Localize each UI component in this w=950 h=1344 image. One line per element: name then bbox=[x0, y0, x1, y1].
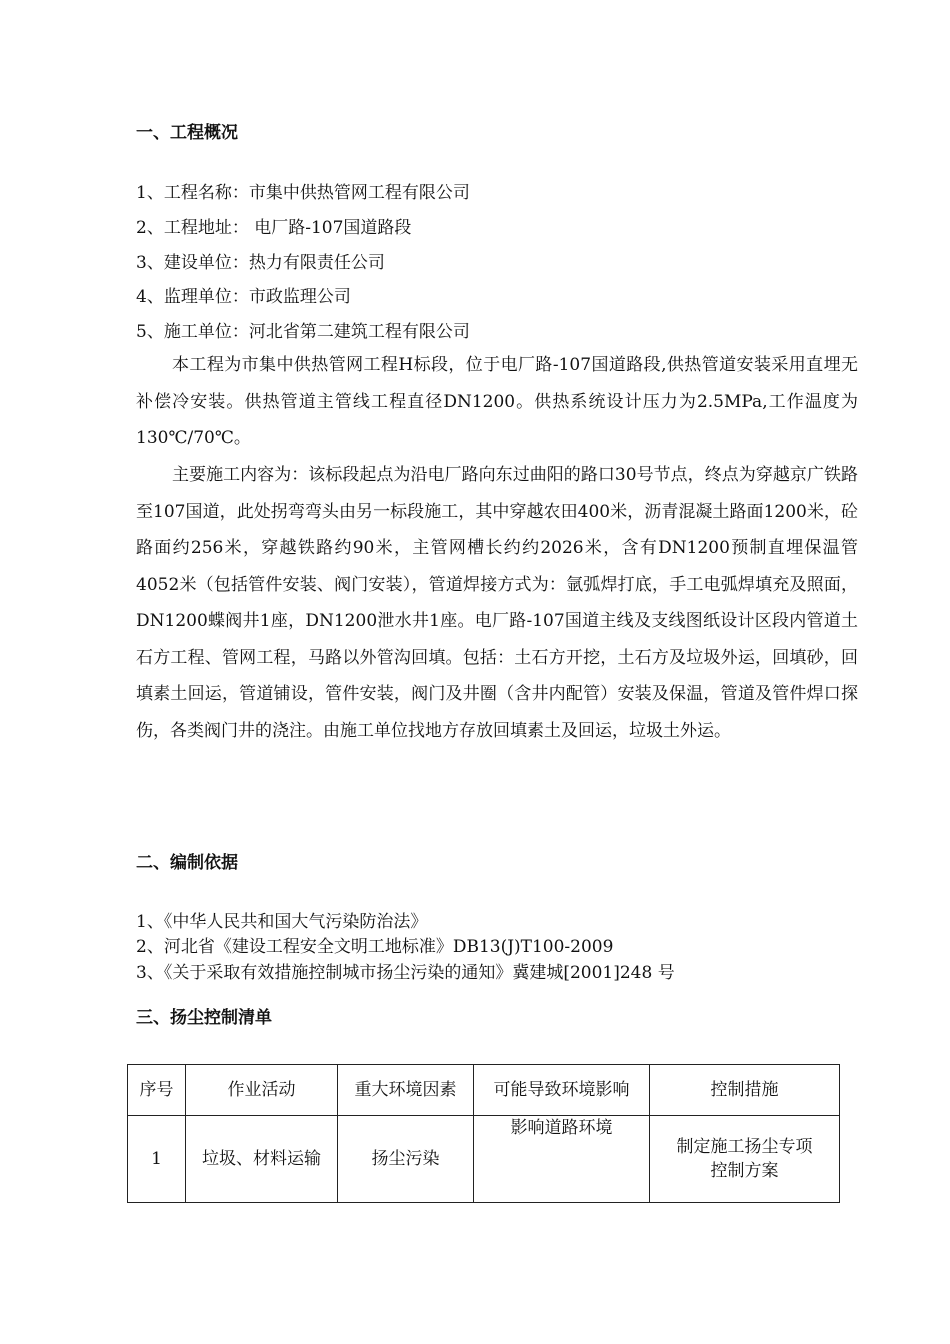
basis-item-2: 2、河北省《建设工程安全文明工地标准》DB13(J)T100-2009 bbox=[136, 937, 614, 957]
overview-item-2: 2、工程地址： 电厂路-107国道路段 bbox=[136, 218, 412, 238]
overview-item-3: 3、建设单位：热力有限责任公司 bbox=[136, 253, 385, 273]
overview-item-5: 5、施工单位：河北省第二建筑工程有限公司 bbox=[136, 322, 470, 342]
overview-item-1: 1、工程名称：市集中供热管网工程有限公司 bbox=[136, 183, 470, 203]
header-factor: 重大环境因素 bbox=[338, 1065, 474, 1116]
dust-control-table bbox=[127, 1064, 840, 1203]
header-activity: 作业活动 bbox=[186, 1065, 338, 1116]
basis-item-3: 3、《关于采取有效措施控制城市扬尘污染的通知》冀建城[2001]248 号 bbox=[136, 963, 675, 983]
header-measure: 控制措施 bbox=[650, 1065, 840, 1116]
section-title-basis: 二、编制依据 bbox=[136, 853, 238, 873]
section-title-overview: 一、工程概况 bbox=[136, 123, 238, 143]
section-title-checklist: 三、扬尘控制清单 bbox=[136, 1008, 272, 1028]
cell-no: 1 bbox=[128, 1116, 186, 1203]
basis-item-1: 1、《中华人民共和国大气污染防治法》 bbox=[136, 912, 428, 932]
header-impact: 可能导致环境影响 bbox=[474, 1065, 650, 1116]
header-no: 序号 bbox=[128, 1065, 186, 1116]
cell-measure: 制定施工扬尘专项控制方案 bbox=[650, 1116, 840, 1203]
cell-impact: 影响道路环境 bbox=[474, 1116, 650, 1203]
overview-item-4: 4、监理单位：市政监理公司 bbox=[136, 287, 351, 307]
table-row bbox=[128, 1116, 840, 1203]
table-header-row bbox=[128, 1065, 840, 1116]
cell-factor: 扬尘污染 bbox=[338, 1116, 474, 1203]
overview-paragraph-1: 本工程为市集中供热管网工程H标段，位于电厂路-107国道路段,供热管道安装采用直埋无补偿冷安装。供热管道主管线工程直径DN1200。供热系统设计压力为2.5MPa,工作温度为130℃/70℃。 bbox=[136, 355, 858, 448]
overview-paragraph-2: 主要施工内容为：该标段起点为沿电厂路向东过曲阳的路口30号节点，终点为穿越京广铁路至107国道，此处拐弯弯头由另一标段施工，其中穿越农田400米，沥青混凝土路面1200米，砼路面约256米，穿越铁路约90米，主管网槽长约约2026米，含有DN1200预制直埋保温管4052米（包括管件安装、阀门安装），管道焊接方式为：氩弧焊打底，手工电弧焊填充及照面，DN1200蝶阀井1座，DN1200泄水井1座。电厂路-107国道主线及支线图纸设计区段内管道土石方工程、管网工程，马路以外管沟回填。包括：土石方开挖，土石方及垃圾外运，回填砂，回填素土回运，管道铺设，管件安装，阀门及井圈（含井内配管）安装及保温，管道及管件焊口探伤，各类阀门井的浇注。由施工单位找地方存放回填素土及回运，垃圾土外运。 bbox=[136, 465, 858, 741]
cell-activity: 垃圾、材料运输 bbox=[186, 1116, 338, 1203]
